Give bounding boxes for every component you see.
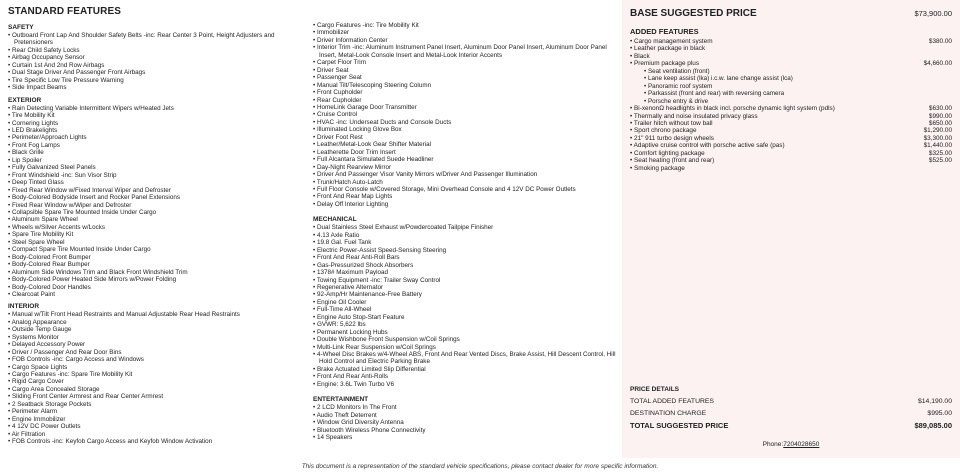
destination-row [630, 408, 952, 420]
feature-item: • Lip Spoiler [8, 157, 310, 164]
base-price-header [630, 8, 952, 19]
added-feature-row [630, 150, 952, 157]
added-feature-label: • Black [630, 53, 652, 60]
added-feature-row [630, 157, 952, 164]
feature-item: • Manual Tilt/Telescoping Steering Column [313, 82, 617, 89]
feature-item: • Bluetooth Wireless Phone Connectivity [313, 427, 617, 434]
feature-item: • Wheels w/Silver Accents w/Locks [8, 224, 310, 231]
feature-item: • 4-Wheel Disc Brakes w/4-Wheel ABS, Front And Rear Vented Discs, Brake Assist, Hill Descent Control, Hill Hold Control and Electric Parking Brake [313, 351, 617, 366]
feature-item: • Front And Rear Map Lights [313, 193, 617, 200]
added-feature-label: • Comfort lighting package [630, 150, 705, 157]
interior-heading: INTERIOR [8, 303, 40, 311]
feature-item: • Multi-Link Rear Suspension w/Coil Springs [313, 344, 617, 351]
feature-item: • Spare Tire Mobility Kit [8, 231, 310, 238]
added-feature-price: $1,440.00 [923, 142, 952, 150]
feature-item: • Front And Rear Anti-Rolls [313, 373, 617, 380]
feature-item: • Towing Equipment -inc: Trailer Sway Control [313, 277, 617, 284]
exterior-list [8, 105, 310, 299]
feature-item: • Body-Colored Door Handles [8, 284, 310, 291]
feature-item: • Permanent Locking Hubs [313, 329, 617, 336]
premium-subitem: • Lane keep assist (lka) i.c.w. lane change assist (lca) [630, 75, 952, 82]
feature-item: • Driver Seat [313, 67, 617, 74]
base-price-title: BASE SUGGESTED PRICE [630, 8, 757, 19]
feature-item: • 2 LCD Monitors In The Front [313, 404, 617, 411]
added-feature-row [630, 142, 952, 149]
feature-item: • LED Brakelights [8, 127, 310, 134]
feature-item: • Fixed Rear Window w/Wiper and Defroster [8, 202, 310, 209]
feature-item: • Delay Off Interior Lighting [313, 201, 617, 208]
feature-item: • Front And Rear Anti-Roll Bars [313, 254, 617, 261]
feature-item: • Electric Power-Assist Speed-Sensing Steering [313, 247, 617, 254]
feature-item: • Trunk/Hatch Auto-Latch [313, 179, 617, 186]
feature-item: • Compact Spare Tire Mounted Inside Under Cargo [8, 246, 310, 253]
feature-item: • 4 12V DC Power Outlets [8, 423, 310, 430]
feature-item: • Full-Time All-Wheel [313, 306, 617, 313]
destination-label: DESTINATION CHARGE [630, 410, 707, 417]
feature-item: • Analog Appearance [8, 319, 310, 326]
feature-item: • Double Wishbone Front Suspension w/Coil Springs [313, 336, 617, 343]
added-feature-label: • Adaptive cruise control with porsche active safe (pas) [630, 142, 785, 149]
added-feature-price: $3,300.00 [923, 134, 952, 142]
feature-item: • GVWR: 5,622 lbs [313, 321, 617, 328]
interior-continued-list [313, 22, 617, 208]
total-label: TOTAL SUGGESTED PRICE [630, 421, 729, 430]
feature-item: • 4.13 Axle Ratio [313, 232, 617, 239]
total-row [630, 420, 952, 432]
added-feature-price: $325.00 [928, 149, 952, 157]
added-feature-label: • Seat heating (front and rear) [630, 157, 714, 164]
feature-item: • Full Floor Console w/Covered Storage, Mini Overhead Console and 4 12V DC Power Outlets [313, 186, 617, 193]
feature-item: • FOB Controls -inc: Keyfob Cargo Access and Keyfob Window Activation [8, 438, 310, 445]
feature-item: • Front Windshield -inc: Sun Visor Strip [8, 172, 310, 179]
feature-item: • Interior Trim -inc: Aluminum Instrument Panel Insert, Aluminum Door Panel Insert, Aluminum Door Panel Insert, Metal-Look Console Insert and Metal-Look Interior Accents [313, 44, 617, 59]
feature-item: • Airbag Occupancy Sensor [8, 54, 310, 61]
feature-item: • Sliding Front Center Armrest and Rear Center Armrest [8, 393, 310, 400]
feature-item: • Air Filtration [8, 431, 310, 438]
price-details [630, 386, 952, 432]
feature-item: • Brake Actuated Limited Slip Differential [313, 366, 617, 373]
added-feature-label: • Leather package in black [630, 45, 705, 52]
total-added-row [630, 396, 952, 408]
added-feature-price: $4,660.00 [923, 60, 952, 68]
added-feature-label: • 21" 911 turbo design wheels [630, 135, 714, 142]
added-feature-row [630, 45, 952, 52]
feature-item: • HomeLink Garage Door Transmitter [313, 104, 617, 111]
feature-item: • Collapsible Spare Tire Mounted Inside Under Cargo [8, 209, 310, 216]
feature-item: • Body-Colored Bodyside Insert and Rocker Panel Extensions [8, 194, 310, 201]
standard-features-column-2 [313, 22, 617, 442]
feature-item: • Perimeter/Approach Lights [8, 134, 310, 141]
total-added-label: TOTAL ADDED FEATURES [630, 398, 714, 405]
added-feature-row [630, 105, 952, 112]
feature-item: • Steel Spare Wheel [8, 239, 310, 246]
feature-item: • Audio Theft Deterrent [313, 412, 617, 419]
feature-item: • Clearcoat Paint [8, 291, 310, 298]
premium-subitem: • Parkassist (front and rear) with reversing camera [630, 90, 952, 97]
feature-item: • Engine Oil Cooler [313, 299, 617, 306]
added-feature-row [630, 113, 952, 120]
feature-item: • 19.8 Gal. Fuel Tank [313, 239, 617, 246]
feature-item: • Driver / Passenger And Rear Door Bins [8, 349, 310, 356]
mechanical-list [313, 224, 617, 388]
phone-link[interactable]: 7204028650 [783, 441, 820, 448]
base-price-value: $73,900.00 [914, 9, 952, 18]
feature-item: • Rigid Cargo Cover [8, 378, 310, 385]
feature-item: • Cruise Control [313, 111, 617, 118]
added-features-heading: ADDED FEATURES [630, 27, 699, 36]
added-feature-price: $1,290.00 [923, 127, 952, 135]
added-feature-row [630, 38, 952, 45]
feature-item: • Curtain 1st And 2nd Row Airbags [8, 62, 310, 69]
feature-item: • Day-Night Rearview Mirror [313, 164, 617, 171]
feature-item: • Rain Detecting Variable Intermittent Wipers w/Heated Jets [8, 105, 310, 112]
added-features-list-1 [630, 38, 952, 68]
feature-item: • FOB Controls -inc: Cargo Access and Windows [8, 356, 310, 363]
feature-item: • Tire Mobility Kit [8, 112, 310, 119]
feature-item: • Outboard Front Lap And Shoulder Safety Belts -inc: Rear Center 3 Point, Height Adjusters and Pretensioners [8, 32, 310, 47]
interior-list [8, 311, 310, 445]
disclaimer-footer: This document is a representation of the standard vehicle specifications, please contact dealer for more specific information. [301, 463, 659, 470]
feature-item: • Driver Foot Rest [313, 134, 617, 141]
feature-item: • Dual Stage Driver And Passenger Front Airbags [8, 69, 310, 76]
feature-item: • Cargo Area Concealed Storage [8, 386, 310, 393]
total-value: $89,085.00 [914, 421, 952, 430]
feature-item: • Side Impact Beams [8, 84, 310, 91]
feature-item: • HVAC -inc: Underseat Ducts and Console Ducts [313, 119, 617, 126]
feature-item: • Regenerative Alternator [313, 284, 617, 291]
added-feature-price: $380.00 [928, 38, 952, 45]
added-features [630, 22, 952, 172]
added-feature-price: $990.00 [928, 112, 952, 120]
mechanical-heading: MECHANICAL [313, 216, 357, 224]
feature-item: • Engine Auto Stop-Start Feature [313, 314, 617, 321]
feature-item: • 1378# Maximum Payload [313, 269, 617, 276]
feature-item: • Fully Galvanized Steel Panels [8, 164, 310, 171]
feature-item: • Aluminum Spare Wheel [8, 216, 310, 223]
feature-item: • Cornering Lights [8, 120, 310, 127]
feature-item: • Front Cupholder [313, 89, 617, 96]
feature-item: • Deep Tinted Glass [8, 179, 310, 186]
feature-item: • Dual Stainless Steel Exhaust w/Powdercoated Tailpipe Finisher [313, 224, 617, 231]
feature-item: • Rear Child Safety Locks [8, 47, 310, 54]
safety-list [8, 32, 310, 92]
standard-features-column [8, 6, 310, 446]
added-feature-label: • Thermally and noise insulated privacy glass [630, 113, 758, 120]
added-features-list-2 [630, 105, 952, 172]
premium-subitem: • Panoramic roof system [630, 83, 952, 90]
premium-subitem: • Porsche entry & drive [630, 98, 952, 105]
added-feature-label: • Cargo management system [630, 38, 713, 45]
feature-item: • 92-Amp/Hr Maintenance-Free Battery [313, 291, 617, 298]
feature-item: • Tire Specific Low Tire Pressure Warning [8, 77, 310, 84]
feature-item: • Driver And Passenger Visor Vanity Mirrors w/Driver And Passenger Illumination [313, 171, 617, 178]
feature-item: • Perimeter Alarm [8, 408, 310, 415]
price-panel [622, 0, 960, 458]
feature-item: • Cargo Space Lights [8, 364, 310, 371]
standard-features-title: STANDARD FEATURES [8, 6, 121, 17]
feature-item: • Manual w/Tilt Front Head Restraints and Manual Adjustable Rear Head Restraints [8, 311, 310, 318]
feature-item: • Outside Temp Gauge [8, 326, 310, 333]
safety-heading: SAFETY [8, 24, 34, 31]
feature-item: • 2 Seatback Storage Pockets [8, 401, 310, 408]
feature-item: • Engine: 3.6L Twin Turbo V6 [313, 381, 617, 388]
feature-item: • Rear Cupholder [313, 97, 617, 104]
phone-line [622, 441, 960, 448]
added-feature-price: $630.00 [928, 105, 952, 113]
feature-item: • Body-Colored Front Bumper [8, 254, 310, 261]
added-feature-label: • Trailer hitch without tow ball [630, 120, 713, 127]
feature-item: • Body-Colored Power Heated Side Mirrors w/Power Folding [8, 276, 310, 283]
feature-item: • Immobilizer [313, 29, 617, 36]
feature-item: • Aluminum Side Windows Trim and Black Front Windshield Trim [8, 269, 310, 276]
feature-item: • Driver Information Center [313, 37, 617, 44]
feature-item: • Carpet Floor Trim [313, 59, 617, 66]
feature-item: • Leatherette Door Trim Insert [313, 149, 617, 156]
feature-item: • Black Grille [8, 149, 310, 156]
feature-item: • Passenger Seat [313, 74, 617, 81]
added-feature-label: • Premium package plus [630, 60, 699, 67]
entertainment-list [313, 404, 617, 441]
feature-item: • Delayed Accessory Power [8, 341, 310, 348]
added-feature-row [630, 120, 952, 127]
feature-item: • Full Alcantara Simulated Suede Headliner [313, 156, 617, 163]
entertainment-heading: ENTERTAINMENT [313, 396, 369, 404]
feature-item: • Front Fog Lamps [8, 142, 310, 149]
added-feature-price: $650.00 [928, 119, 952, 127]
feature-item: • Body-Colored Rear Bumper [8, 261, 310, 268]
feature-item: • Systems Monitor [8, 334, 310, 341]
feature-item: • Fixed Rear Window w/Fixed Interval Wiper and Defroster [8, 187, 310, 194]
phone-label: Phone: [762, 441, 784, 448]
exterior-heading: EXTERIOR [8, 96, 42, 104]
added-feature-row [630, 127, 952, 134]
added-feature-label: • Bi-xenonΩ headlights in black incl. porsche dynamic light system (pdls) [630, 105, 835, 112]
added-feature-row [630, 165, 952, 172]
premium-subitems [630, 68, 952, 105]
feature-item: • Cargo Features -inc: Tire Mobility Kit [313, 22, 617, 29]
added-feature-label: • Sport chrono package [630, 127, 697, 134]
destination-value: $995.00 [927, 410, 952, 417]
added-feature-row [630, 60, 952, 67]
feature-item: • 14 Speakers [313, 434, 617, 441]
feature-item: • Leather/Metal-Look Gear Shifter Material [313, 141, 617, 148]
feature-item: • Engine Immobilizer [8, 416, 310, 423]
feature-item: • Window Grid Diversity Antenna [313, 419, 617, 426]
added-feature-row [630, 135, 952, 142]
feature-item: • Gas-Pressurized Shock Absorbers [313, 262, 617, 269]
added-feature-row [630, 53, 952, 60]
added-feature-price: $525.00 [928, 157, 952, 165]
feature-item: • Illuminated Locking Glove Box [313, 126, 617, 133]
premium-subitem: • Seat ventilation (front) [630, 68, 952, 75]
feature-item: • Cargo Features -inc: Spare Tire Mobility Kit [8, 371, 310, 378]
total-added-value: $14,190.00 [917, 398, 952, 405]
price-details-heading: PRICE DETAILS [630, 386, 679, 393]
added-feature-label: • Smoking package [630, 165, 685, 172]
